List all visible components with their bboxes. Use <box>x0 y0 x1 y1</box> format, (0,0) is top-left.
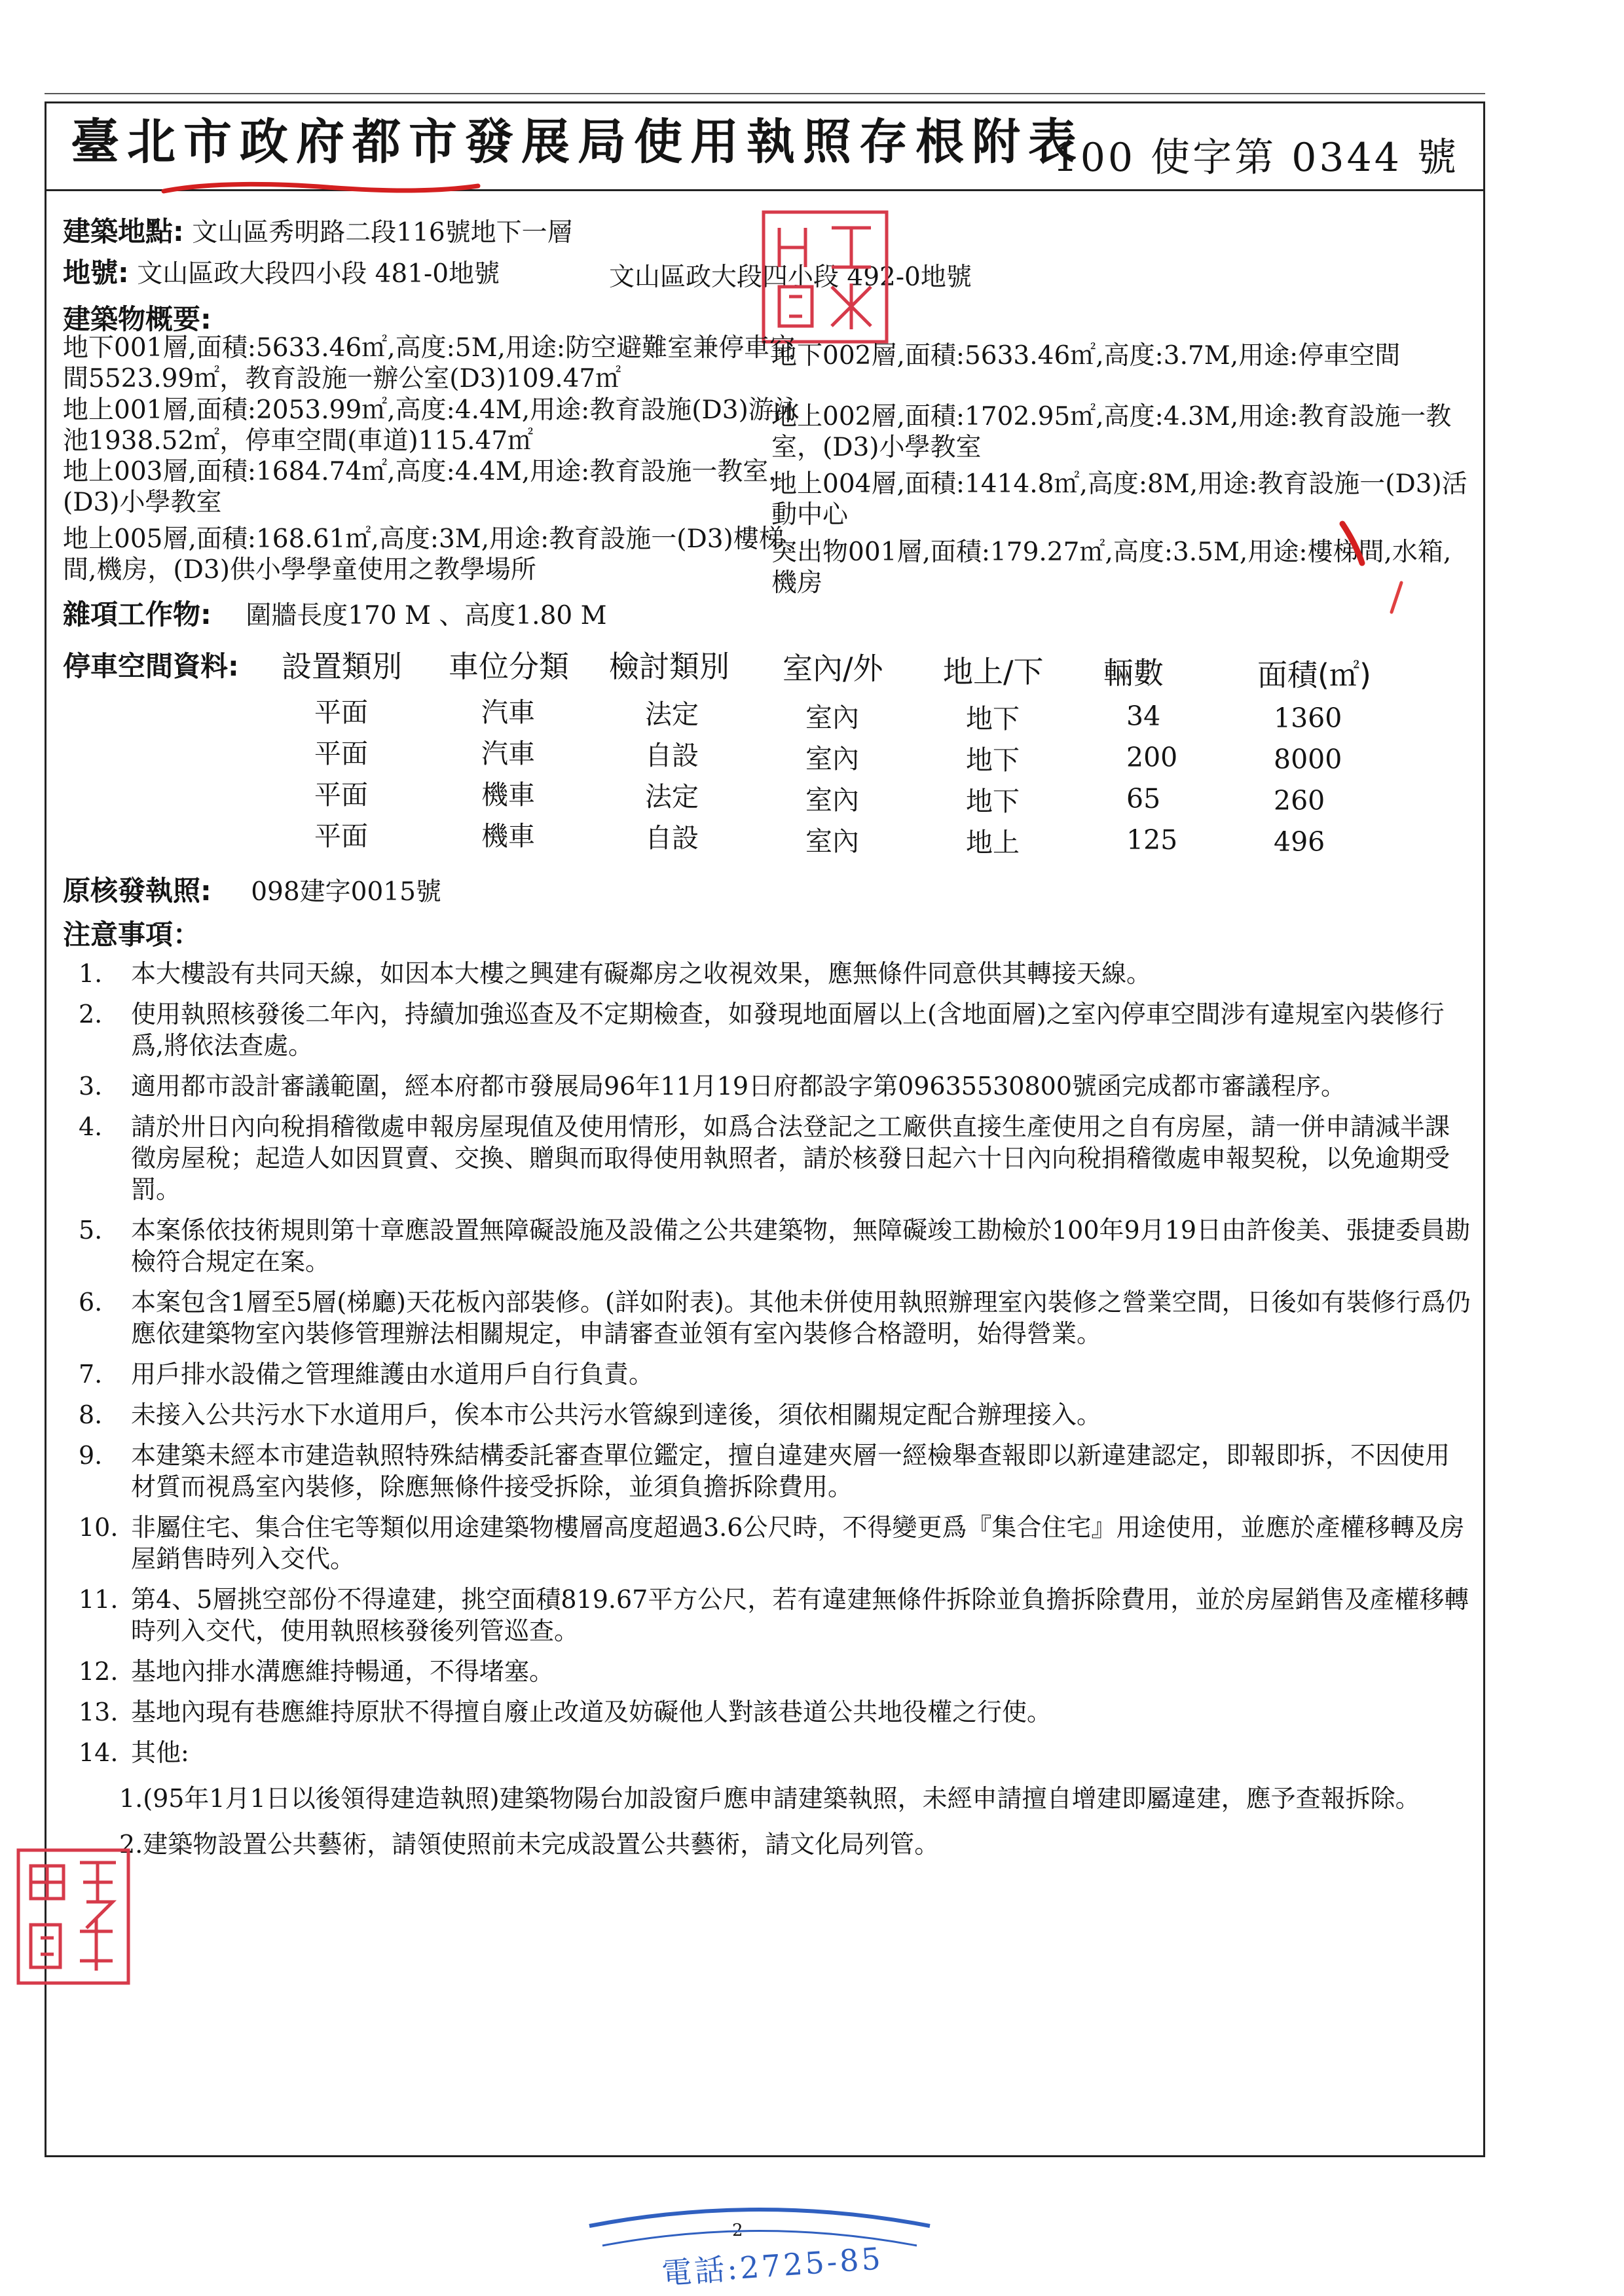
note-item <box>79 1737 1473 1768</box>
frame-top-rule <box>45 93 1485 94</box>
lot-2: 文山區政大段四小段 492-0地號 <box>609 263 972 292</box>
parking-cell: 汽車 <box>481 697 535 728</box>
original-permit-line <box>63 875 441 907</box>
parking-cell: 地下 <box>966 703 1020 735</box>
note-item <box>79 1440 1473 1503</box>
site-address: 文山區秀明路二段116號地下一層 <box>192 218 573 247</box>
note-text: 非屬住宅、集合住宅等類似用途建築物樓層高度超過3.6公尺時，不得變更爲『集合住宅』用途使用，並應於產權移轉及房屋銷售時列入交代。 <box>131 1513 1465 1573</box>
red-pen-flick <box>1329 517 1408 622</box>
floor-5f: 地上005層,面積:168.61㎡,高度:3M,用途:教育設施一(D3)樓梯間,機房，(D3)供小學學童使用之教學場所 <box>63 524 784 585</box>
note-text: 使用執照核發後二年內，持續加強巡查及不定期檢查，如發現地面層以上(含地面層)之室內停車空間涉有違規室內裝修行爲,將依法查處。 <box>131 1000 1445 1060</box>
note-number: 8. <box>79 1400 103 1429</box>
floor-b2: 地下002層,面積:5633.46㎡,高度:3.7M,用途:停車空間 <box>771 341 1401 371</box>
parking-cell: 地下 <box>966 786 1020 817</box>
parking-cell: 平面 <box>314 779 368 811</box>
parking-cell: 1360 <box>1274 702 1342 734</box>
parking-cell: 34 <box>1126 701 1161 732</box>
note-number: 14. <box>79 1738 119 1767</box>
note-text: 請於卅日內向稅捐稽徵處申報房屋現值及使用情形，如爲合法登記之工廠供直接生產使用之自有房屋，請一併申請減半課徵房屋稅；起造人如因買賣、交換、贈與而取得使用執照者，請於核發日起六十日內向稅捐稽徵處申報契稅，以免逾期受罰。 <box>131 1112 1450 1204</box>
page-number: 2 <box>732 2221 743 2240</box>
note-item <box>79 998 1473 1061</box>
parking-header-level: 地上/下 <box>943 654 1044 689</box>
note-number: 6. <box>79 1288 103 1317</box>
notes-label: 注意事項： <box>63 919 201 951</box>
note-item <box>79 1696 1473 1728</box>
note-text: 其他: <box>131 1738 189 1767</box>
note-item <box>79 1656 1473 1687</box>
note-number: 3. <box>79 1072 103 1101</box>
parking-cell: 室內 <box>805 826 859 857</box>
parking-cell: 室內 <box>805 702 859 733</box>
parking-cell: 125 <box>1126 824 1178 856</box>
note-number: 2. <box>79 1000 103 1029</box>
parking-header-count: 輛數 <box>1103 655 1164 691</box>
note-text: 基地內排水溝應維持暢通，不得堵塞。 <box>131 1657 555 1686</box>
site-address-line <box>63 216 573 248</box>
original-permit-label: 原核發執照: <box>63 875 212 907</box>
red-pen-mark <box>157 177 485 203</box>
misc-works-line <box>63 599 607 631</box>
parking-cell: 室內 <box>805 784 859 816</box>
floor-3f: 地上003層,面積:1684.74㎡,高度:4.4M,用途:教育設施一教室，(D3)小學教室 <box>63 457 794 517</box>
red-square-seal <box>760 208 891 346</box>
parking-header-type: 設置類別 <box>282 649 402 684</box>
site-address-label: 建築地點: <box>63 215 184 247</box>
floor-1f: 地上001層,面積:2053.99㎡,高度:4.4M,用途:教育設施(D3)游泳池1938.52㎡，停車空間(車道)115.47㎡ <box>63 395 800 456</box>
note-number: 5. <box>79 1216 103 1245</box>
stamp-phone-text: 電話:2725-85 <box>660 2240 885 2291</box>
lot-line <box>63 257 500 289</box>
note-item <box>79 1286 1473 1349</box>
lot-label: 地號: <box>63 257 129 289</box>
note-number: 9. <box>79 1441 103 1470</box>
note-number: 1. <box>79 959 103 988</box>
parking-cell: 地下 <box>966 744 1020 776</box>
parking-header-area: 面積(㎡) <box>1257 657 1371 693</box>
parking-cell: 法定 <box>645 699 699 730</box>
note-text: 第4、5層挑空部份不得違建，挑空面積819.67平方公尺，若有違建無條件拆除並負擔拆除費用，並於房屋銷售及產權移轉時列入交代，使用執照核發後列管巡查。 <box>131 1585 1469 1645</box>
note-item <box>79 1512 1473 1575</box>
permit-number: 100 使字第 0344 號 <box>1052 135 1459 181</box>
note-sub-item: 1.(95年1月1日以後領得建造執照)建築物陽台加設窗戶應申請建築執照，未經申請擅自增建即屬違建，應予查報拆除。 <box>119 1784 1420 1813</box>
document-title: 臺北市政府都市發展局使用執照存根附表 <box>71 114 1084 170</box>
note-sub-item: 2.建築物設置公共藝術，請領使照前未完成設置公共藝術，請文化局列管。 <box>119 1830 940 1859</box>
parking-header-vehicle: 車位分類 <box>449 649 569 684</box>
overview-label: 建築物概要: <box>63 303 212 335</box>
note-text: 本大樓設有共同天線，如因本大樓之興建有礙鄰房之收視效果，應無條件同意供其轉接天線。 <box>131 959 1152 988</box>
note-text: 用戶排水設備之管理維護由水道用戶自行負責。 <box>131 1360 654 1389</box>
lot-1: 文山區政大段四小段 481-0地號 <box>137 259 500 289</box>
parking-cell: 496 <box>1274 826 1325 858</box>
note-item <box>79 1584 1473 1647</box>
note-text: 本建築未經本市建造執照特殊結構委託審查單位鑑定，擅自違建夾層一經檢舉查報即以新違建認定，即報即拆，不因使用材質而視爲室內裝修，除應無條件接受拆除，並須負擔拆除費用。 <box>131 1441 1450 1501</box>
parking-cell: 室內 <box>805 743 859 774</box>
note-item <box>79 1214 1473 1277</box>
parking-cell: 平面 <box>314 738 368 769</box>
note-item <box>79 1399 1473 1430</box>
note-item <box>79 1111 1473 1205</box>
parking-label: 停車空間資料: <box>63 650 239 682</box>
note-number: 11. <box>79 1585 119 1614</box>
parking-cell: 平面 <box>314 820 368 852</box>
parking-cell: 機車 <box>481 820 535 852</box>
parking-cell: 65 <box>1126 783 1161 814</box>
floor-rooftop: 突出物001層,面積:179.27㎡,高度:3.5M,用途:樓梯間,水箱,機房 <box>771 538 1452 598</box>
parking-cell: 200 <box>1126 742 1178 773</box>
parking-cell: 8000 <box>1274 744 1342 775</box>
note-text: 本案包含1層至5層(梯廳)天花板內部裝修。(詳如附表)。其他未併使用執照辦理室內裝修之營業空間，日後如有裝修行爲仍應依建築物室內裝修管理辦法相關規定，申請審查並領有室內裝修合格證明，始得營業。 <box>131 1288 1471 1348</box>
parking-cell: 平面 <box>314 697 368 728</box>
note-number: 4. <box>79 1112 103 1141</box>
floor-2f: 地上002層,面積:1702.95㎡,高度:4.3M,用途:教育設施一教室，(D3)小學教室 <box>771 402 1452 462</box>
misc-works-label: 雜項工作物: <box>63 598 212 630</box>
note-number: 13. <box>79 1698 119 1726</box>
original-permit-value: 098建字0015號 <box>251 877 441 907</box>
parking-cell: 自設 <box>645 822 699 854</box>
parking-cell: 地上 <box>966 827 1020 858</box>
red-corner-seal <box>14 1846 132 1987</box>
floor-b1: 地下001層,面積:5633.46㎡,高度:5M,用途:防空避難室兼停車空間5523.99㎡，教育設施一辦公室(D3)109.47㎡ <box>63 333 796 393</box>
parking-header-indoor: 室內/外 <box>783 651 883 686</box>
note-item <box>79 1358 1473 1390</box>
misc-works-value: 圍牆長度170 M 、高度1.80 M <box>246 601 607 630</box>
parking-cell: 法定 <box>645 781 699 812</box>
note-text: 適用都市設計審議範圍，經本府都市發展局96年11月19日府都設字第09635530800號函完成都市審議程序。 <box>131 1072 1346 1101</box>
floor-4f: 地上004層,面積:1414.8㎡,高度:8M,用途:教育設施一(D3)活動中心 <box>771 469 1467 530</box>
note-number: 12. <box>79 1657 119 1686</box>
parking-header-review: 檢討類別 <box>609 649 729 684</box>
parking-cell: 機車 <box>481 779 535 811</box>
note-text: 本案係依技術規則第十章應設置無障礙設施及設備之公共建築物，無障礙竣工勘檢於100年9月19日由許俊美、張捷委員勘檢符合規定在案。 <box>131 1216 1471 1276</box>
note-text: 未接入公共污水下水道用戶，俟本市公共污水管線到達後，須依相關規定配合辦理接入。 <box>131 1400 1102 1429</box>
parking-cell: 260 <box>1274 785 1325 816</box>
note-number: 10. <box>79 1513 119 1542</box>
notes-list <box>79 958 1473 1872</box>
note-item <box>79 1070 1473 1102</box>
note-number: 7. <box>79 1360 103 1389</box>
note-item <box>79 958 1473 989</box>
parking-cell: 自設 <box>645 740 699 771</box>
note-text: 基地內現有巷應維持原狀不得擅自廢止改道及妨礙他人對該巷道公共地役權之行使。 <box>131 1698 1052 1726</box>
parking-cell: 汽車 <box>481 738 535 769</box>
